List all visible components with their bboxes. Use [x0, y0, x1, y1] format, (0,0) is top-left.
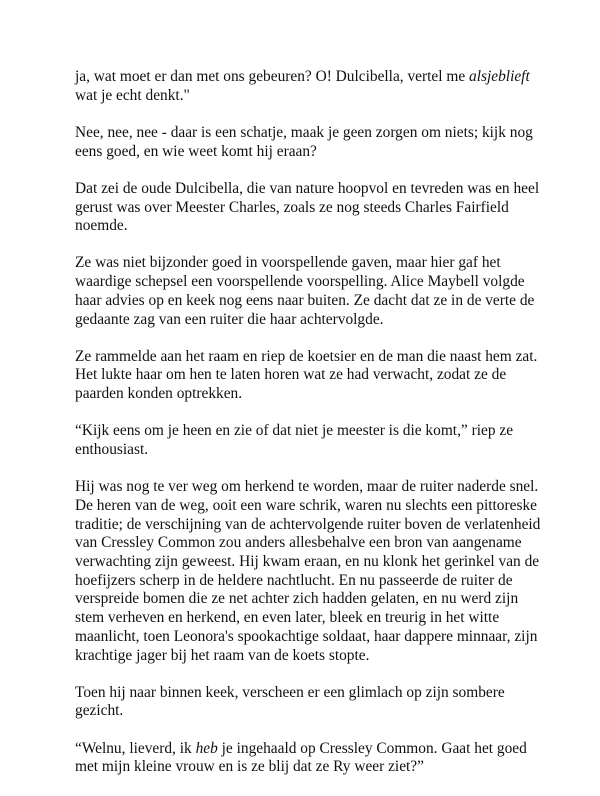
document-page — [75, 68, 545, 796]
paragraph-5: Ze rammelde aan het raam en riep de koetsier en de man die naast hem zat. Het lukte haar om hen te laten horen wat ze had verwacht, zodat ze de paarden konden optrekken. — [75, 347, 538, 403]
paragraph-1: ja, wat moet er dan met ons gebeuren? O! Dulcibella, vertel me alsjeblieft wat je echt denkt." — [75, 68, 530, 104]
paragraph-4: Ze was niet bijzonder goed in voorspellende gaven, maar hier gaf het waardige schepsel een voorspellende voorspelling. Alice Maybell volgde haar advies op en keek nog eens naar buiten. Ze dacht dat ze in de verte de gedaante zag van een ruiter die haar achtervolgde. — [75, 254, 535, 328]
paragraph-6: “Kijk eens om je heen en zie of dat niet je meester is die komt,” riep ze enthousiast. — [75, 422, 514, 459]
paragraph-7: Hij was nog te ver weg om herkend te worden, maar de ruiter naderde snel. De heren van de weg, ooit een ware schrik, waren nu slechts een pittoreske traditie; de verschijning van de achtervolgende ruiter boven de verlatenheid van Cressley Common zou anders allesbehalve een bron van aangename verwachting zijn geweest. Hij kwam eraan, en nu klonk het gerinkel van de hoefijzers scherp in de heldere nachtlucht. En nu passeerde de ruiter de verspreide bomen die ze net achter zich hadden gelaten, en nu werd zijn stem verheven en herkend, en even later, bleek en treurig in het witte maanlicht, toen Leonora's spookachtige soldaat, haar dappere minnaar, zijn krachtige jager bij het raam van de koets stopte. — [75, 478, 541, 664]
emphasis-alsjeblieft: alsjeblieft — [469, 68, 530, 85]
paragraph-9: “Welnu, lieverd, ik heb je ingehaald op Cressley Common. Gaat het goed met mijn kleine vrouw en is ze blij dat ze Ry weer ziet?” — [75, 739, 527, 776]
paragraph-3: Dat zei de oude Dulcibella, die van nature hoopvol en tevreden was en heel gerust was over Meester Charles, zoals ze nog steeds Charles Fairfield noemde. — [75, 179, 540, 235]
paragraph-2: Nee, nee, nee - daar is een schatje, maak je geen zorgen om niets; kijk nog eens goed, en wie weet komt hij eraan? — [75, 123, 533, 160]
paragraph-8: Toen hij naar binnen keek, verscheen er een glimlach op zijn sombere gezicht. — [75, 683, 505, 720]
emphasis-heb: heb — [195, 739, 218, 757]
